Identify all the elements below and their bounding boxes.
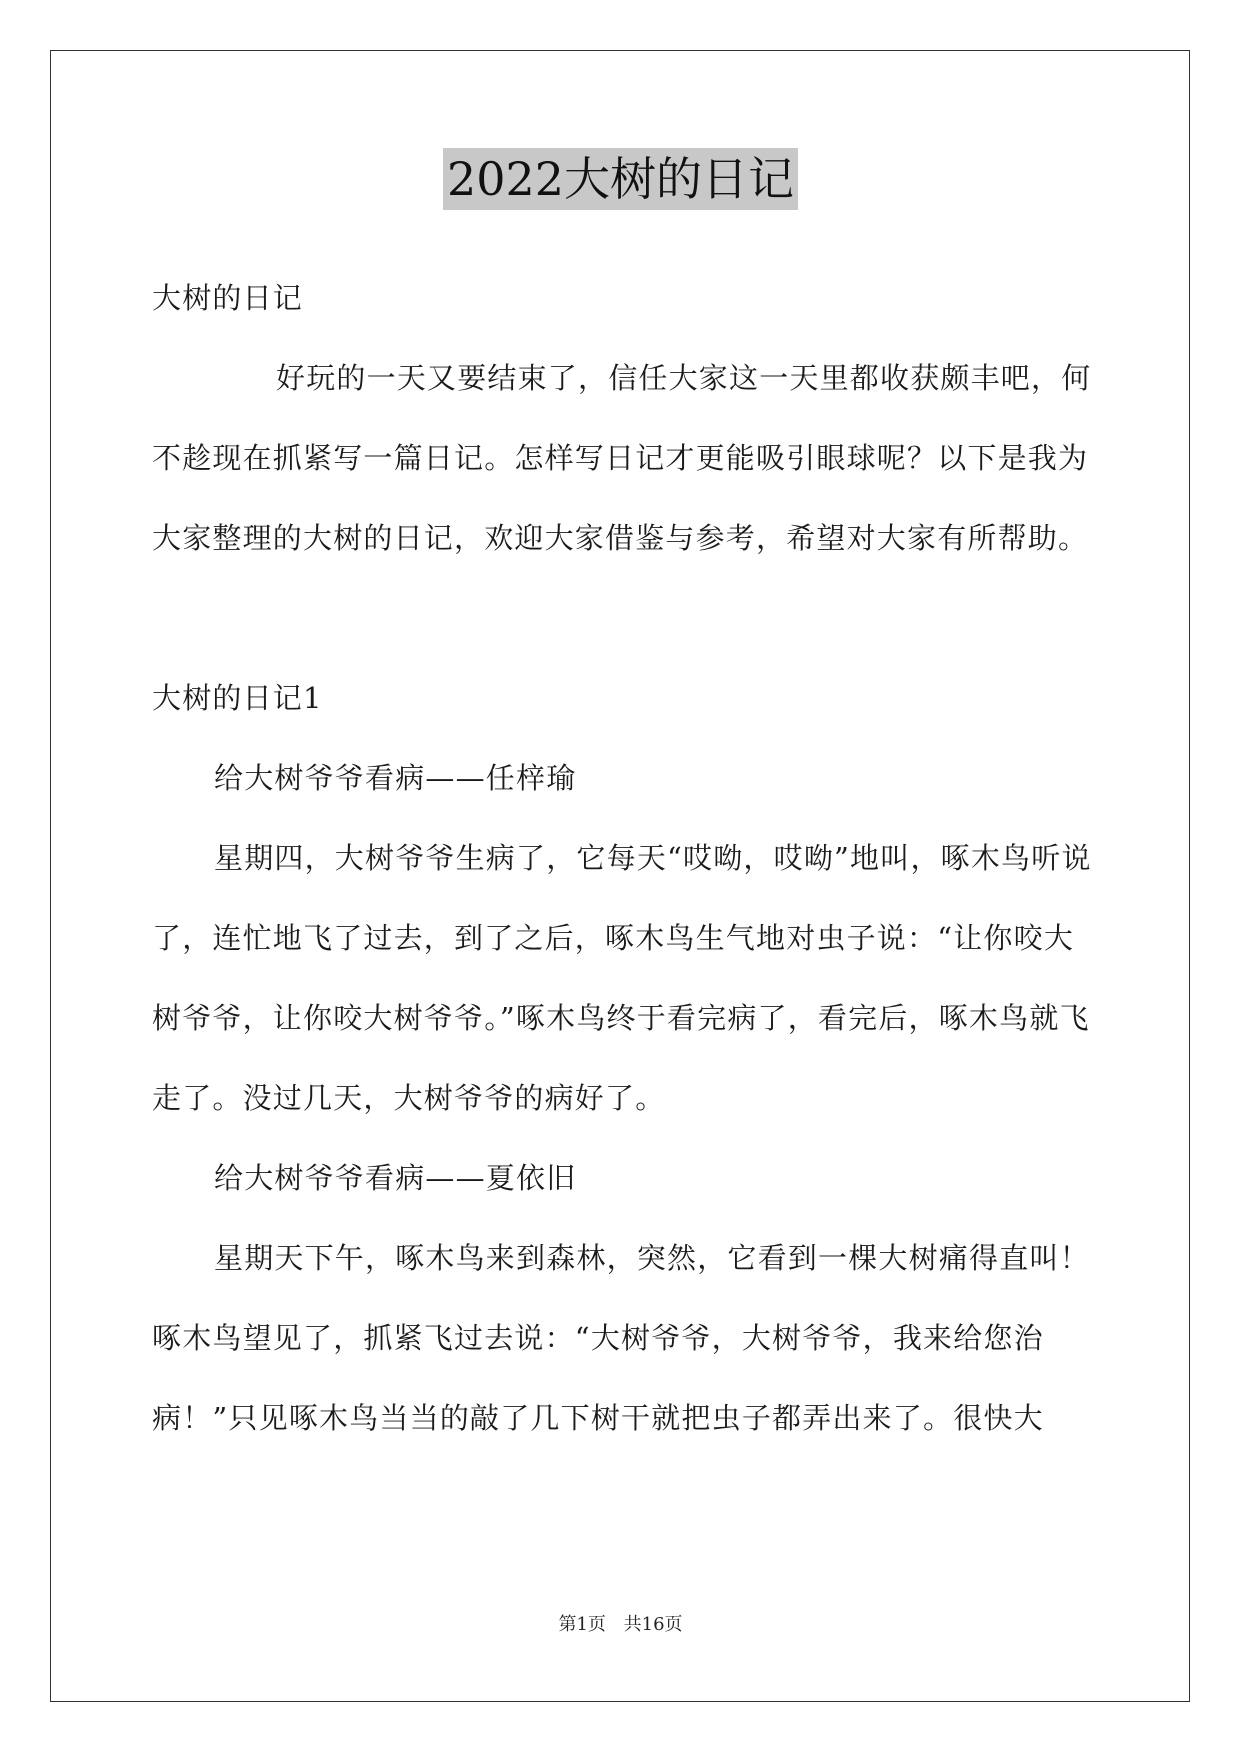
document-body <box>152 258 1092 1458</box>
entry-body: 星期四，大树爷爷生病了，它每天“哎呦，哎呦”地叫，啄木鸟听说了，连忙地飞了过去，到了之后，啄木鸟生气地对虫子说：“让你咬大树爷爷，让你咬大树爷爷。”啄木鸟终于看完病了，看完后，啄木鸟就飞走了。没过几天，大树爷爷的病好了。 <box>152 841 1092 1115</box>
entry-title: 给大树爷爷看病——任梓瑜 <box>214 761 577 795</box>
paragraph-gap <box>152 578 1092 658</box>
document-title: 2022大树的日记 <box>443 148 798 210</box>
intro-paragraph: 好玩的一天又要结束了，信任大家这一天里都收获颇丰吧，何不趁现在抓紧写一篇日记。怎样写日记才更能吸引眼球呢？以下是我为大家整理的大树的日记，欢迎大家借鉴与参考，希望对大家有所帮助。 <box>152 361 1092 555</box>
page-total: 共16页 <box>623 1614 683 1635</box>
page-footer <box>0 1610 1241 1636</box>
page-number: 第1页 <box>558 1614 606 1635</box>
entry-body: 星期天下午，啄木鸟来到森林，突然，它看到一棵大树痛得直叫！啄木鸟望见了，抓紧飞过去说：“大树爷爷，大树爷爷，我来给您治病！”只见啄木鸟当当的敲了几下树干就把虫子都弄出来了。很快大 <box>152 1241 1090 1435</box>
section-heading: 大树的日记1 <box>152 681 323 715</box>
intro-heading: 大树的日记 <box>152 281 304 315</box>
title-container <box>0 148 1241 210</box>
entry-title: 给大树爷爷看病——夏依旧 <box>214 1161 577 1195</box>
